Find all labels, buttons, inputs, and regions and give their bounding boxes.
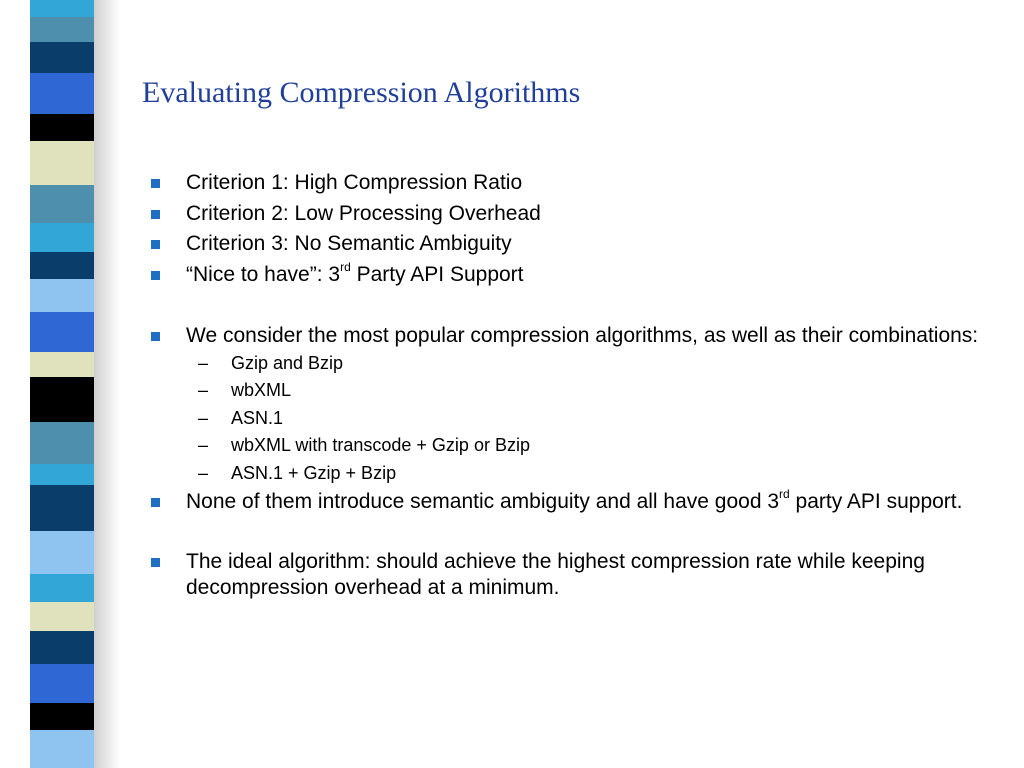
decorative-color-strip: [30, 0, 94, 768]
dash-bullet: –: [198, 435, 209, 455]
square-bullet-icon: [151, 332, 160, 341]
strip-shadow: [92, 0, 120, 768]
dash-bullet: –: [198, 380, 209, 400]
dash-bullet: –: [198, 462, 209, 483]
slide-content: [146, 170, 1016, 601]
dash-bullet: –: [198, 407, 209, 428]
sub-item-text: wbXML with transcode + Gzip or Bzip: [231, 435, 530, 455]
superscript: rd: [779, 487, 790, 501]
square-bullet-icon: [151, 498, 160, 507]
bullet-text: Criterion 2: Low Processing Overhead: [186, 201, 541, 225]
sub-item-text: wbXML: [231, 380, 292, 400]
sub-item-text: ASN.1: [231, 407, 284, 428]
bullet-item: [146, 231, 1016, 257]
bullet-text-end: party API support.: [789, 490, 963, 513]
slide-title: Evaluating Compression Algorithms: [142, 76, 581, 109]
square-bullet-icon: [151, 179, 160, 188]
bullet-item: [146, 259, 1016, 288]
bullet-item: [146, 489, 1016, 515]
bullet-text-end: Party API Support: [350, 262, 524, 286]
sub-item-text: Gzip and Bzip: [231, 352, 344, 373]
bullet-item: [146, 170, 1016, 196]
bullet-text: Criterion 3: No Semantic Ambiguity: [186, 232, 512, 255]
square-bullet-icon: [151, 210, 160, 219]
bullet-text: Criterion 1: High Compression Ratio: [186, 171, 523, 194]
sub-list-item: [146, 460, 1016, 488]
bullet-text: The ideal algorithm: should achieve the highest compression rate while keeping decompression overhead at a minimum.: [186, 550, 925, 599]
sub-item-text: ASN.1 + Gzip + Bzip: [231, 462, 397, 483]
square-bullet-icon: [151, 271, 160, 280]
sub-list-item: [146, 405, 1016, 433]
sub-list-item: [146, 432, 1016, 460]
bullet-item: [146, 201, 1016, 227]
sub-list-item: [146, 350, 1016, 378]
bullet-item: [146, 549, 1016, 601]
bullet-item: [146, 323, 1016, 349]
square-bullet-icon: [151, 240, 160, 249]
superscript: rd: [340, 259, 351, 274]
square-bullet-icon: [151, 558, 160, 567]
sub-list-item: [146, 377, 1016, 405]
bullet-text-start: “Nice to have”: 3: [186, 262, 341, 286]
dash-bullet: –: [198, 352, 209, 373]
bullet-text: We consider the most popular compression algorithms, as well as their combinations:: [186, 323, 979, 347]
bullet-text-start: None of them introduce semantic ambiguity and all have good 3: [186, 490, 780, 513]
